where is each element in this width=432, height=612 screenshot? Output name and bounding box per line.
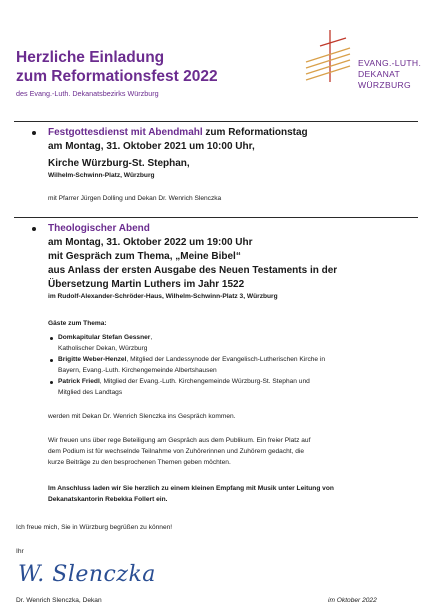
- event1-title-rest: zum Reformationstag: [202, 127, 308, 138]
- event1-hosts: mit Pfarrer Jürgen Dolling und Dekan Dr. Wenrich Slenczka: [48, 195, 222, 202]
- bullet-icon: [50, 359, 53, 362]
- logo-line-1: EVANG.-LUTH.: [358, 58, 422, 68]
- guest-desc: , Mitglied der Evang.-Luth. Kirchengemeinde Würzburg-St. Stephan und: [99, 378, 310, 385]
- guest-desc: , Mitglied der Landessynode der Evangelisch-Lutherischen Kirche in: [126, 356, 326, 363]
- signer-name: Dr. Wenrich Slenczka, Dekan: [16, 597, 102, 604]
- bullet-icon: [50, 337, 53, 340]
- guest-name: Brigitte Weber-Henzel: [58, 356, 127, 363]
- logo-line-2: DEKANAT: [358, 69, 401, 79]
- event1-place: Kirche Würzburg-St. Stephan,: [48, 158, 190, 169]
- bullet-icon: [50, 381, 53, 384]
- guest-name: Patrick Friedl: [58, 378, 100, 385]
- event1-title-highlight: Festgottesdienst mit Abendmahl: [48, 127, 203, 138]
- title-line-1: Herzliche Einladung: [16, 49, 165, 66]
- dekanat-logo-icon: [304, 28, 352, 84]
- participation-line1: Wir freuen uns über rege Beteiligung am Gespräch aus dem Publikum. Ein freier Platz auf: [48, 437, 311, 444]
- reception-line2: Dekanatskantorin Rebekka Follert ein.: [48, 496, 168, 503]
- closing-greeting: Ich freue mich, Sie in Würzburg begrüßen zu können!: [16, 524, 173, 531]
- closing-date: im Oktober 2022: [328, 597, 377, 604]
- guests-heading: Gäste zum Thema:: [48, 320, 107, 327]
- participation-line3: kurze Beiträge zu den besprochenen Themen geben möchten.: [48, 459, 231, 466]
- event1-date: am Montag, 31. Oktober 2021 um 10:00 Uhr,: [48, 141, 255, 152]
- conversation-text: werden mit Dekan Dr. Wenrich Slenczka ins Gespräch kommen.: [48, 413, 236, 420]
- guest-name: Domkapitular Stefan Gessner: [58, 334, 151, 341]
- salutation: Ihr: [16, 548, 24, 555]
- event1-address: Wilhelm-Schwinn-Platz, Würzburg: [48, 172, 155, 179]
- participation-line2: dem Podium ist für wechselnde Teilnahme von Zuhörerinnen und Zuhörern gedacht, die: [48, 448, 305, 455]
- subtitle: des Evang.-Luth. Dekanatsbezirks Würzburg: [16, 89, 159, 98]
- event2-place: im Rudolf-Alexander-Schröder-Haus, Wilhelm-Schwinn-Platz 3, Würzburg: [48, 293, 278, 300]
- event2-title: Theologischer Abend: [48, 223, 150, 234]
- event2-occasion-line1: aus Anlass der ersten Ausgabe des Neuen Testaments in der: [48, 265, 338, 276]
- divider: [14, 121, 418, 122]
- bullet-icon: [32, 227, 36, 231]
- bullet-icon: [32, 131, 36, 135]
- event2-topic: mit Gespräch zum Thema, „Meine Bibel“: [48, 251, 241, 262]
- title-line-2: zum Reformationsfest 2022: [16, 68, 218, 85]
- event2-occasion-line2: Übersetzung Martin Luthers im Jahr 1522: [48, 279, 245, 290]
- event1-title: [48, 126, 308, 139]
- guest-desc-line2: Katholischer Dekan, Würzburg: [58, 345, 148, 352]
- event2-date: am Montag, 31. Oktober 2022 um 19:00 Uhr: [48, 237, 253, 248]
- divider: [14, 217, 418, 218]
- guest-desc-line2: Mitglied des Landtags: [58, 389, 123, 396]
- reception-line1: Im Anschluss laden wir Sie herzlich zu einem kleinen Empfang mit Musik unter Leitung von: [48, 485, 334, 492]
- logo-line-3: WÜRZBURG: [358, 80, 412, 90]
- guest-desc: ,: [150, 334, 153, 341]
- guest-desc-line2: Bayern, Evang.-Luth. Kirchengemeinde Albertshausen: [58, 367, 217, 374]
- signature: W. Slenczka: [18, 562, 156, 587]
